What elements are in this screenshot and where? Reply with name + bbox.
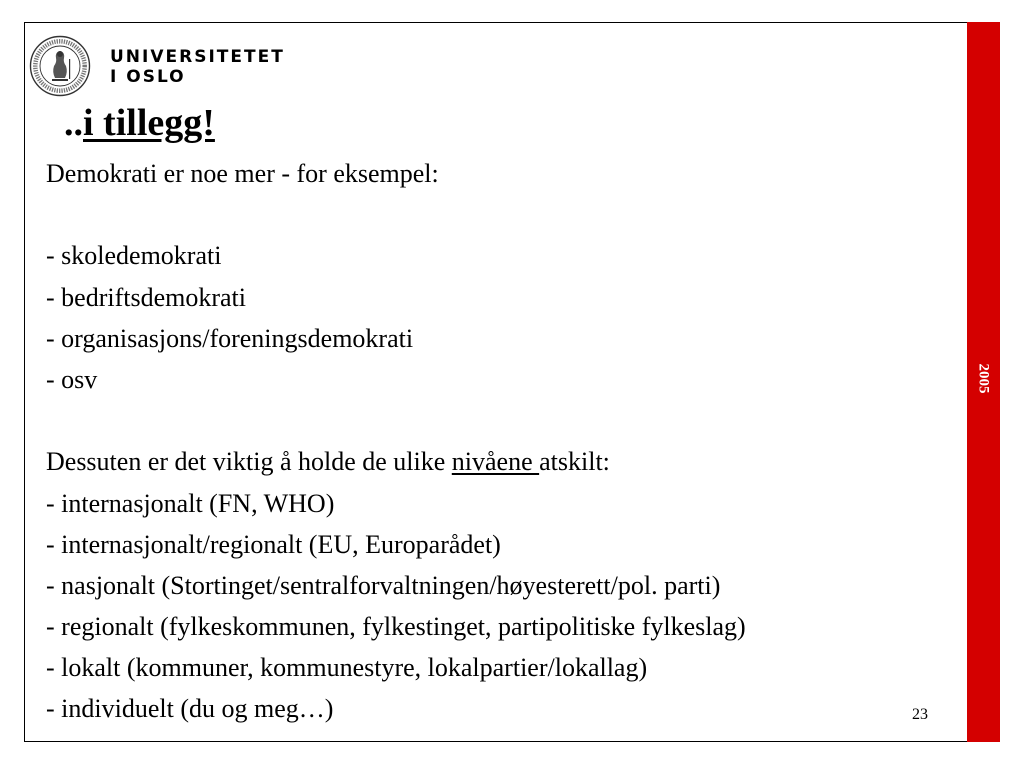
title-underlined: i tillegg! <box>83 102 215 144</box>
levels-intro <box>46 441 966 482</box>
sidebar-year <box>971 348 995 408</box>
slide-body <box>46 153 966 730</box>
blank-line <box>46 400 966 441</box>
body-intro: Demokrati er noe mer - for eksempel: <box>46 159 439 188</box>
level-item: - internasjonalt (FN, WHO) <box>46 488 335 518</box>
levels-intro-underlined: nivåene <box>451 447 540 477</box>
example-item: - bedriftsdemokrati <box>46 282 246 312</box>
example-item: - organisasjons/foreningsdemokrati <box>46 323 414 353</box>
level-item: - nasjonalt (Stortinget/sentralforvaltningen/høyesterett/pol. parti) <box>46 570 721 600</box>
title-prefix: .. <box>64 102 83 144</box>
level-item: - internasjonalt/regionalt (EU, Europarådet) <box>46 529 501 559</box>
levels-intro-before: Dessuten er det viktig å holde de ulike <box>46 447 452 477</box>
wordmark-line-1: UNIVERSITETET <box>110 47 285 67</box>
wordmark-line-2: I OSLO <box>110 67 186 87</box>
sidebar-year-text: 2005 <box>975 363 992 393</box>
levels-intro-after: atskilt: <box>539 447 610 477</box>
university-wordmark <box>110 47 285 87</box>
university-seal-icon <box>29 35 91 97</box>
blank-line <box>46 194 966 235</box>
example-item: - skoledemokrati <box>46 241 222 271</box>
page-number: 23 <box>912 706 928 723</box>
example-item: - osv <box>46 364 98 394</box>
level-item: - individuelt (du og meg…) <box>46 694 334 724</box>
slide-title <box>64 100 215 146</box>
level-item: - regionalt (fylkeskommunen, fylkestinget, partipolitiske fylkeslag) <box>46 612 746 642</box>
level-item: - lokalt (kommuner, kommunestyre, lokalpartier/lokallag) <box>46 653 648 683</box>
